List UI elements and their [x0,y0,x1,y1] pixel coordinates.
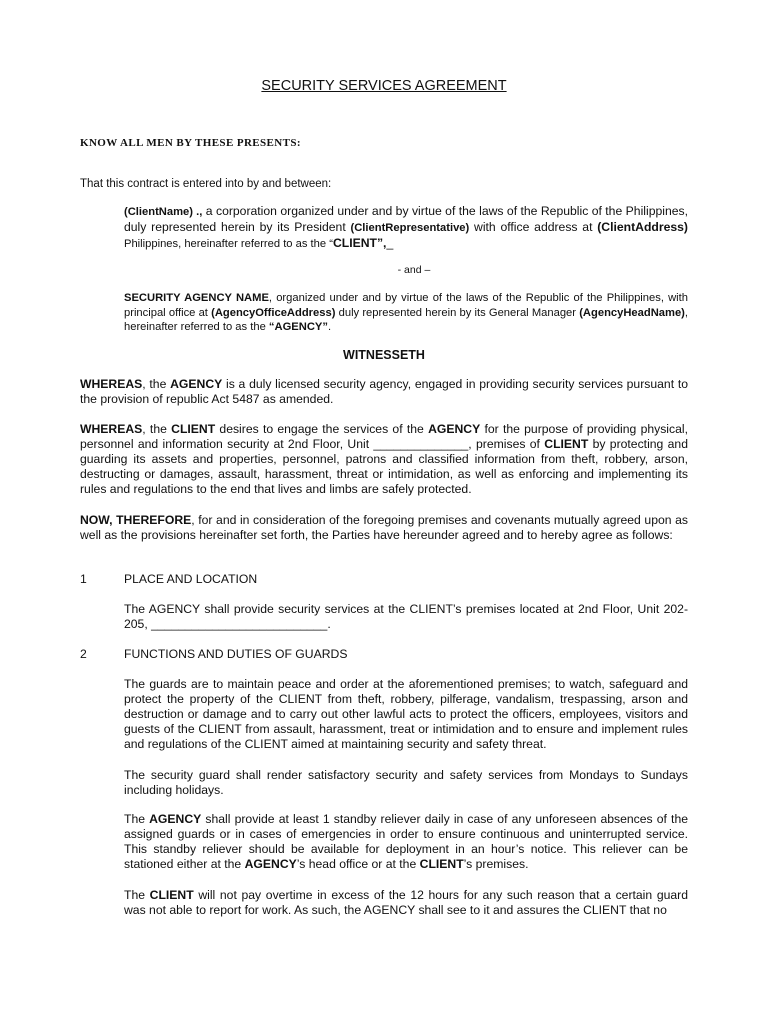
client-term: CLIENT [419,857,464,871]
agency-term: AGENCY [149,812,202,826]
and-separator: - and – [397,264,431,276]
agency-term: AGENCY [428,422,481,436]
paragraph-text: ’s head office or at the [296,857,420,871]
whereas-keyword: WHEREAS [80,422,143,436]
client-designation: CLIENT”, [332,236,387,250]
agency-office-address: (AgencyOfficeAddress) [211,306,336,319]
client-address: (ClientAddress) [597,220,688,234]
paragraph-text: The [124,812,150,826]
agency-term: AGENCY [244,857,297,871]
now-therefore-text: , for and in consideration of the foregoing premises and covenants mutually agreed upon as well as the provisions hereinafter set forth, the Parties have hereunder agreed and to hereby agree as follows: [80,513,688,542]
whereas-text: is a duly licensed security agency, engaged in providing security services pursuant to the provision of republic Act 5487 as amended. [80,377,688,406]
document-title: SECURITY SERVICES AGREEMENT [261,78,507,94]
now-therefore-paragraph [80,513,688,543]
section-1-title: PLACE AND LOCATION [124,572,258,586]
whereas-text: by protecting and guarding its assets and properties, personnel, patrons and classified information from theft, robbery, arson, destructing or damages, assault, harassment, threat or intimidation, as well as enforcing and implementing its rules and regulations to the end that lives and limbs are safely protected. [80,437,688,496]
section-2-title: FUNCTIONS AND DUTIES OF GUARDS [124,647,348,661]
client-representative: (ClientRepresentative) [350,222,470,234]
agency-term: AGENCY [170,377,223,391]
now-therefore-keyword: NOW, THEREFORE [80,513,192,527]
paragraph-text: The [124,888,150,902]
section-2-paragraph-4 [124,888,688,918]
agency-party-text: . [327,321,332,333]
know-all-heading: KNOW ALL MEN BY THESE PRESENTS: [80,137,301,149]
whereas-keyword: WHEREAS [80,377,143,391]
paragraph-text: will not pay overtime in excess of the 12 hours for any such reason that a certain guard was not able to report for work. As such, the AGENCY shall see to it and assures the CLIENT that no [124,888,688,917]
agency-head-name: (AgencyHeadName) [579,306,685,319]
witnesseth-heading: WITNESSETH [343,348,425,362]
section-1-number: 1 [80,572,87,586]
agency-party-paragraph [124,291,688,335]
paragraph-text: ’s premises. [463,857,529,871]
agency-party-text: , hereinafter referred to as the [124,306,689,333]
client-party-text: with office address at [469,220,598,234]
client-term: CLIENT [149,888,194,902]
paragraph-text: shall provide at least 1 standby reliever daily in case of any unforeseen absences of the assigned guards or in cases of emergencies in order to ensure continuous and uninterrupted service. This standby reliever should be available for deployment in an hour’s notice. This reliever can be stationed either at the [124,812,688,871]
whereas-text: for the purpose of providing physical, personnel and information security at 2nd Floor, Unit ______________, premises of [80,422,688,451]
client-name: (ClientName) ., [124,206,203,218]
whereas-paragraph-2 [80,422,688,497]
section-2-number: 2 [80,647,87,661]
whereas-text: , the [142,422,172,436]
section-2-paragraph-2: The security guard shall render satisfactory security and safety services from Mondays to Sundays including holidays. [124,768,688,797]
client-term: CLIENT [171,422,216,436]
whereas-text: desires to engage the services of the [215,422,429,436]
whereas-text: , the [142,377,171,391]
client-term: CLIENT [544,437,589,451]
agency-party-text: duly represented herein by its General Manager [335,306,580,319]
agency-party-text: , organized under and by virtue of the laws of the Republic of the Philippines, with principal office at [124,292,689,319]
whereas-paragraph-1 [80,377,688,407]
section-2-paragraph-1: The guards are to maintain peace and order at the aforementioned premises; to watch, safeguard and protect the property of the CLIENT from theft, robbery, pilferage, vandalism, trespassing, arson and destruction or damage and to carry out other lawful acts to protect the officers, employees, visitors and guests of the CLIENT from assault, harassment, treat or intimidation and to ensure and implement rules and regulations of the CLIENT aimed at maintaining security and safety threat. [124,677,688,751]
agency-name: SECURITY AGENCY NAME [124,292,269,304]
section-1-text: The AGENCY shall provide security services at the CLIENT’s premises located at 2nd Floor, Unit 202-205, __________________________. [124,602,688,631]
agency-designation: “AGENCY” [268,321,328,333]
client-party-text: _ [386,236,394,250]
client-party-text: Philippines, hereinafter referred to as the “ [124,238,333,250]
client-party-paragraph [124,204,688,252]
section-2-paragraph-3 [124,812,688,872]
intro-line: That this contract is entered into by and between: [80,178,332,190]
client-party-text: a corporation organized under and by virtue of the laws of the Republic of the Philippines, duly represented herein by its President [124,204,688,234]
